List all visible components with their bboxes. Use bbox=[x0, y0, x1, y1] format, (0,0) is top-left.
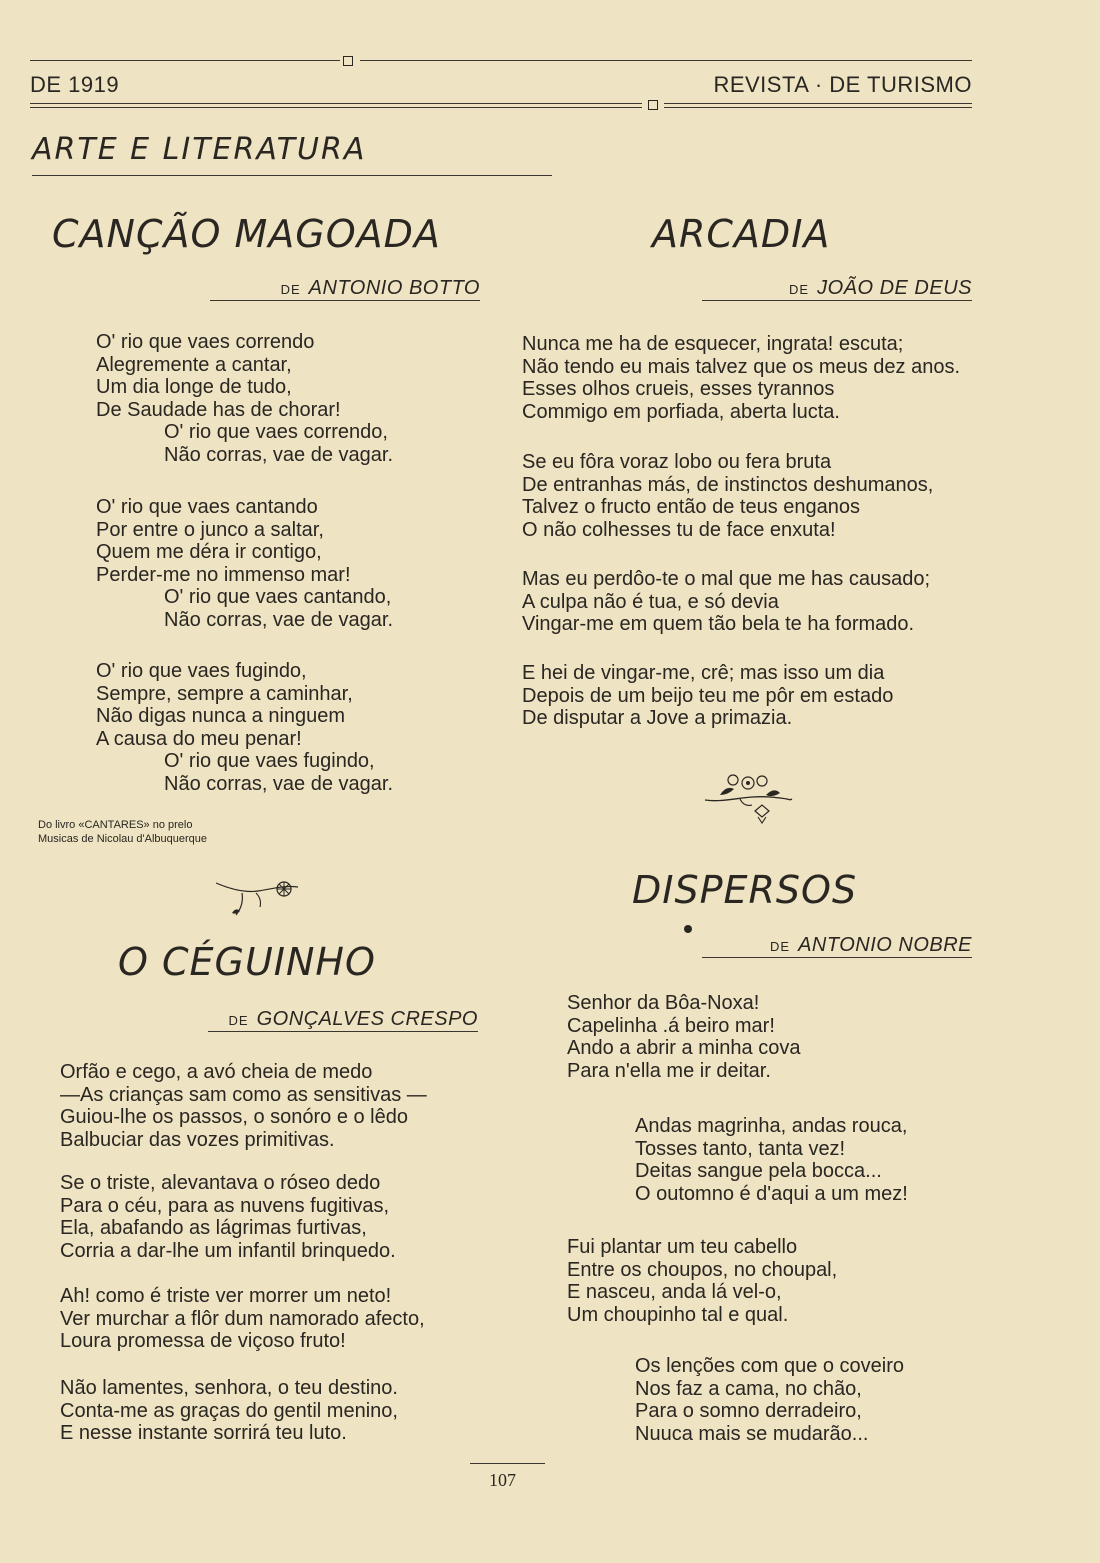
floral-vignette-icon bbox=[212, 875, 304, 920]
poem-body-dispersos-3 bbox=[567, 1236, 837, 1326]
poem-body-dispersos-4 bbox=[635, 1355, 904, 1445]
poem-body-ceguinho-4 bbox=[60, 1377, 398, 1445]
poem-line: —As crianças sam como as sensitivas — bbox=[60, 1083, 427, 1106]
poem-line: Não corras, vae de vagar. bbox=[164, 608, 394, 631]
poem-line: O' rio que vaes fugindo, bbox=[164, 750, 375, 772]
poem-body-cancao-3 bbox=[96, 660, 393, 795]
page-number: 107 bbox=[489, 1470, 516, 1490]
poem-line: Senhor da Bôa-Noxa! bbox=[567, 992, 760, 1014]
poem-body-ceguinho bbox=[60, 1061, 427, 1151]
poem-line: Balbuciar das vozes primitivas. bbox=[60, 1128, 335, 1151]
poem-body-arcadia-3 bbox=[522, 568, 930, 636]
poem-body-dispersos-2 bbox=[635, 1115, 908, 1205]
poem-line: Loura promessa de viçoso fruto! bbox=[60, 1330, 346, 1352]
poem-line: O' rio que vaes cantando, bbox=[164, 586, 392, 608]
poem-line: E nasceu, anda lá vel-o, bbox=[567, 1281, 782, 1303]
poem-line: Deitas sangue pela bocca... bbox=[635, 1160, 882, 1182]
poem-line: Esses olhos crueis, esses tyrannos bbox=[522, 378, 835, 400]
poem-line: Não digas nunca a ninguem bbox=[96, 705, 346, 727]
poem-line: O' rio que vaes correndo, bbox=[164, 421, 388, 443]
poem-line: Tosses tanto, tanta vez! bbox=[635, 1137, 846, 1160]
section-title: ARTE E LITERATURA bbox=[32, 132, 367, 167]
poem-body-arcadia bbox=[522, 333, 960, 423]
poem-body-arcadia-2 bbox=[522, 451, 933, 541]
poem-line: Commigo em porfiada, aberta lucta. bbox=[522, 400, 840, 423]
poem-line: Os lenções com que o coveiro bbox=[635, 1355, 905, 1377]
header-bottom-rule-right bbox=[664, 103, 972, 108]
poem-line: Se o triste, alevantava o róseo dedo bbox=[60, 1172, 381, 1194]
poem-line: Nuuca mais se mudarão... bbox=[635, 1422, 869, 1445]
poem-line: Capelinha .á beiro mar! bbox=[567, 1014, 775, 1037]
byline-rule bbox=[208, 1031, 478, 1032]
author-name: GONÇALVES CRESPO bbox=[256, 1008, 478, 1030]
byline-prefix: DE bbox=[770, 939, 791, 954]
poem-line: Ando a abrir a minha cova bbox=[567, 1037, 801, 1059]
poem-line: Não lamentes, senhora, o teu destino. bbox=[60, 1377, 398, 1399]
poem-line: Um choupinho tal e qual. bbox=[567, 1303, 789, 1326]
poem-line: Nunca me ha de esquecer, ingrata! escuta; bbox=[522, 333, 904, 355]
poem-line: Nos faz a cama, no chão, bbox=[635, 1377, 862, 1400]
poem-line: Corria a dar-lhe um infantil brinquedo. bbox=[60, 1239, 396, 1262]
poem-line: Ah! como é triste ver morrer um neto! bbox=[60, 1285, 392, 1307]
poem-line: Se eu fôra voraz lobo ou fera bruta bbox=[522, 451, 832, 473]
poem-line: De disputar a Jove a primazia. bbox=[522, 707, 793, 729]
poem-title-o-ceguinho: O CÉGUINHO bbox=[118, 940, 376, 984]
author-name: ANTONIO BOTTO bbox=[308, 277, 480, 299]
header-magazine-name: REVISTA · DE TURISMO bbox=[713, 72, 972, 97]
poem-line: Mas eu perdôo-te o mal que me has causado; bbox=[522, 568, 931, 590]
poem-line: Ela, abafando as lágrimas furtivas, bbox=[60, 1217, 367, 1239]
header-top-rule-right bbox=[360, 60, 972, 61]
poem-line: Conta-me as graças do gentil menino, bbox=[60, 1399, 398, 1422]
byline-arcadia bbox=[702, 277, 972, 300]
byline-cancao bbox=[210, 277, 480, 300]
section-title-underline bbox=[32, 175, 552, 176]
header-top-rule-left bbox=[30, 60, 340, 61]
poem-line: Fui plantar um teu cabello bbox=[567, 1236, 798, 1258]
byline-dispersos bbox=[702, 934, 972, 957]
bullet-ornament bbox=[684, 925, 692, 933]
poem-title-dispersos: DISPERSOS bbox=[632, 868, 858, 912]
poem-title-cancao-magoada: CANÇÃO MAGOADA bbox=[52, 212, 441, 256]
header-ornament-square bbox=[343, 56, 353, 66]
poem-line: Para n'ella me ir deitar. bbox=[567, 1059, 771, 1082]
poem-line: Depois de um beijo teu me pôr em estado bbox=[522, 684, 894, 707]
poem-line: Perder-me no immenso mar! bbox=[96, 563, 351, 586]
poem-line: Orfão e cego, a avó cheia de medo bbox=[60, 1061, 373, 1083]
byline-ceguinho bbox=[208, 1008, 478, 1031]
poem-body-cancao-2 bbox=[96, 496, 393, 631]
poem-body-ceguinho-2 bbox=[60, 1172, 396, 1262]
poem-line: A culpa não é tua, e só devia bbox=[522, 590, 779, 613]
byline-prefix: DE bbox=[228, 1013, 249, 1028]
header-ornament-square-2 bbox=[648, 100, 658, 110]
poem-line: Guiou-lhe os passos, o sonóro e o lêdo bbox=[60, 1106, 408, 1128]
poem-line: Talvez o fructo então de teus enganos bbox=[522, 496, 861, 518]
poem-line: Por entre o junco a saltar, bbox=[96, 518, 324, 541]
poem-line: Ver murchar a flôr dum namorado afecto, bbox=[60, 1307, 425, 1330]
poem-line: Para o céu, para as nuvens fugitivas, bbox=[60, 1194, 390, 1217]
poem-line: E hei de vingar-me, crê; mas isso um dia bbox=[522, 662, 885, 684]
poem-line: Andas magrinha, andas rouca, bbox=[635, 1115, 908, 1137]
author-name: JOÃO DE DEUS bbox=[817, 277, 972, 299]
poem-line: O' rio que vaes correndo bbox=[96, 331, 315, 353]
footnote bbox=[38, 818, 207, 846]
poem-line: Alegremente a cantar, bbox=[96, 353, 292, 376]
poem-body-dispersos bbox=[567, 992, 800, 1082]
byline-prefix: DE bbox=[280, 282, 301, 297]
poem-line: O' rio que vaes fugindo, bbox=[96, 660, 307, 682]
poem-line: Um dia longe de tudo, bbox=[96, 376, 292, 398]
poem-line: Para o somno derradeiro, bbox=[635, 1400, 862, 1422]
byline-rule bbox=[702, 957, 972, 958]
header-bottom-rule-left bbox=[30, 103, 642, 108]
footnote-line-2: Musicas de Nicolau d'Albuquerque bbox=[38, 833, 208, 845]
poem-line: Vingar-me em quem tão bela te ha formado. bbox=[522, 613, 915, 635]
poem-body-arcadia-4 bbox=[522, 662, 893, 730]
poem-line: A causa do meu penar! bbox=[96, 727, 302, 750]
floral-vignette-icon bbox=[700, 765, 795, 840]
poem-body-ceguinho-3 bbox=[60, 1285, 425, 1353]
poem-line: O outomno é d'aqui a um mez! bbox=[635, 1182, 908, 1205]
author-name: ANTONIO NOBRE bbox=[798, 934, 972, 956]
poem-line: Não tendo eu mais talvez que os meus dez anos. bbox=[522, 355, 961, 378]
header-date: DE 1919 bbox=[30, 72, 120, 97]
poem-body-cancao bbox=[96, 331, 393, 466]
poem-line: Sempre, sempre a caminhar, bbox=[96, 682, 353, 705]
byline-prefix: DE bbox=[789, 282, 810, 297]
page-number-rule bbox=[470, 1463, 545, 1464]
poem-line: De Saudade has de chorar! bbox=[96, 398, 341, 421]
poem-line: De entranhas más, de instinctos deshumanos, bbox=[522, 473, 934, 496]
byline-rule bbox=[210, 300, 480, 301]
poem-line: O não colhesses tu de face enxuta! bbox=[522, 518, 836, 541]
poem-line: Não corras, vae de vagar. bbox=[164, 772, 394, 795]
poem-line: Quem me déra ir contigo, bbox=[96, 541, 322, 563]
poem-line: Entre os choupos, no choupal, bbox=[567, 1258, 838, 1281]
footnote-line-1: Do livro «CANTARES» no prelo bbox=[38, 819, 193, 831]
poem-line: Não corras, vae de vagar. bbox=[164, 443, 394, 466]
poem-line: O' rio que vaes cantando bbox=[96, 496, 318, 518]
poem-line: E nesse instante sorrirá teu luto. bbox=[60, 1422, 347, 1444]
byline-rule bbox=[702, 300, 972, 301]
poem-title-arcadia: ARCADIA bbox=[652, 212, 831, 256]
